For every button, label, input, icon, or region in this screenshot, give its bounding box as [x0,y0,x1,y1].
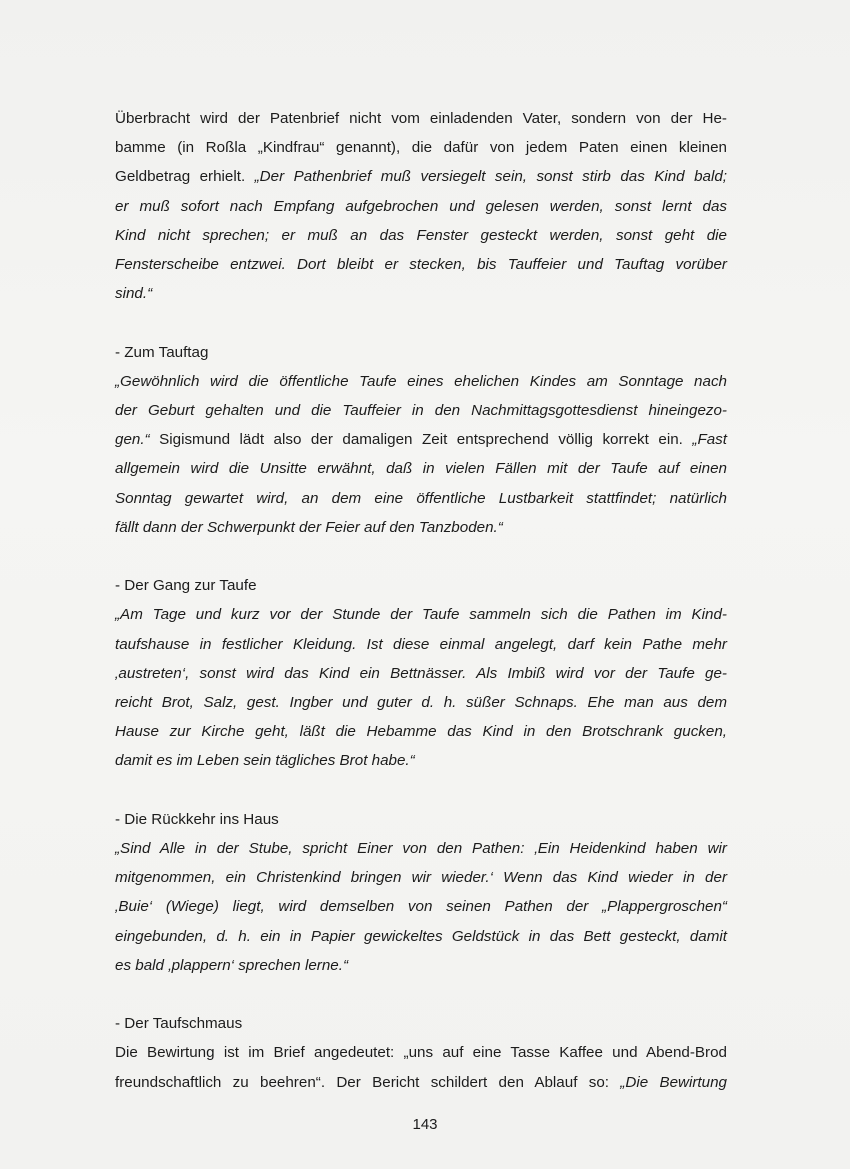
quoted-text: reicht Brot, Salz, gest. Ingber und guter d. h. süßer Schnaps. Ehe man aus dem [115,694,727,712]
quoted-text: „Am Tage und kurz vor der Stunde der Taufe sammeln sich die Pathen im Kind- [115,606,727,624]
text-line [115,600,727,629]
quoted-text: allgemein wird die Unsitte erwähnt, daß in vielen Fällen mit der Taufe auf einen [115,460,727,478]
text-line [115,162,727,191]
text-run: - Der Gang zur Taufe [115,577,257,595]
text-line [115,1038,727,1067]
text-run: Sigismund lädt also der damaligen Zeit entsprechend völlig korrekt ein. [149,431,693,449]
quoted-text: Hause zur Kirche geht, läßt die Hebamme das Kind in den Brotschrank gucken, [115,723,727,741]
paragraph-gap [115,542,727,571]
quoted-text: ‚Buie‘ (Wiege) liegt, wird demselben von seinen Pathen der „Plappergroschen“ [115,898,727,916]
text-line [115,805,727,834]
text-run: - Zum Tauftag [115,343,209,361]
paragraph [115,1009,727,1097]
paragraph-gap [115,308,727,337]
paragraph-gap [115,776,727,805]
text-line [115,367,727,396]
page-number: 143 [412,1116,438,1133]
text-line [115,133,727,162]
quoted-text: gen.“ [115,431,150,449]
text-line [115,717,727,746]
text-line [115,951,727,980]
quoted-text: der Geburt gehalten und die Tauffeier in den Nachmittagsgottesdienst hineingezo- [115,402,727,420]
text-line [115,892,727,921]
text-line [115,688,727,717]
quoted-text: Kind nicht sprechen; er muß an das Fenster gesteckt werden, sonst geht die [115,226,727,244]
quoted-text: „Fast [692,431,727,449]
text-run: - Die Rückkehr ins Haus [115,810,279,828]
quoted-text: „Sind Alle in der Stube, spricht Einer von den Pathen: ‚Ein Heidenkind haben wir [115,840,727,858]
quoted-text: eingebunden, d. h. ein in Papier gewickeltes Geldstück in das Bett gesteckt, damit [115,927,727,945]
quoted-text: sind.“ [115,285,153,303]
text-line [115,338,727,367]
text-line [115,630,727,659]
paragraph [115,104,727,308]
body-text [115,104,727,1097]
text-line [115,250,727,279]
text-line [115,425,727,454]
quoted-text: Fensterscheibe entzwei. Dort bleibt er stecken, bis Tauffeier und Tauftag vorüber [115,256,727,274]
text-run: Geldbetrag erhielt. [115,168,255,186]
quoted-text: ‚austreten‘, sonst wird das Kind ein Bettnässer. Als Imbiß wird vor der Taufe ge- [115,664,727,682]
text-line [115,659,727,688]
text-line [115,1068,727,1097]
quoted-text: taufshause in festlicher Kleidung. Ist diese einmal angelegt, darf kein Pathe mehr [115,635,727,653]
text-run: freundschaftlich zu beehren“. Der Bericht schildert den Ablauf so: [115,1073,621,1091]
paragraph [115,571,727,775]
text-line [115,571,727,600]
text-run: - Der Taufschmaus [115,1015,243,1033]
text-line [115,484,727,513]
text-line [115,221,727,250]
quoted-text: „Gewöhnlich wird die öffentliche Taufe eines ehelichen Kindes am Sonntage nach [115,372,727,390]
text-line [115,513,727,542]
text-line [115,279,727,308]
quoted-text: es bald ‚plappern‘ sprechen lerne.“ [115,956,349,974]
paragraph [115,805,727,980]
text-line [115,746,727,775]
text-line [115,834,727,863]
quoted-text: mitgenommen, ein Christenkind bringen wir wieder.‘ Wenn das Kind wieder in der [115,869,727,887]
text-line [115,192,727,221]
quoted-text: Sonntag gewartet wird, an dem eine öffentliche Lustbarkeit stattfindet; natürlich [115,489,727,507]
text-line [115,104,727,133]
quoted-text: damit es im Leben sein tägliches Brot habe.“ [115,752,415,770]
quoted-text: fällt dann der Schwerpunkt der Feier auf den Tanzboden.“ [115,518,503,536]
text-run: Überbracht wird der Patenbrief nicht vom einladenden Vater, sondern von der He- [115,110,727,127]
text-line [115,922,727,951]
text-line [115,396,727,425]
text-run: Die Bewirtung ist im Brief angedeutet: „uns auf eine Tasse Kaffee und Abend-Brod [115,1044,727,1062]
quoted-text: „Die Bewirtung [620,1073,727,1091]
text-line [115,454,727,483]
paragraph [115,338,727,542]
paragraph-gap [115,980,727,1009]
quoted-text: „Der Pathenbrief muß versiegelt sein, sonst stirb das Kind bald; [254,168,728,186]
text-run: bamme (in Roßla „Kindfrau“ genannt), die dafür von jedem Paten einen kleinen [115,139,727,157]
text-line [115,863,727,892]
quoted-text: er muß sofort nach Empfang aufgebrochen und gelesen werden, sonst lernt das [115,197,727,215]
text-line [115,1009,727,1038]
